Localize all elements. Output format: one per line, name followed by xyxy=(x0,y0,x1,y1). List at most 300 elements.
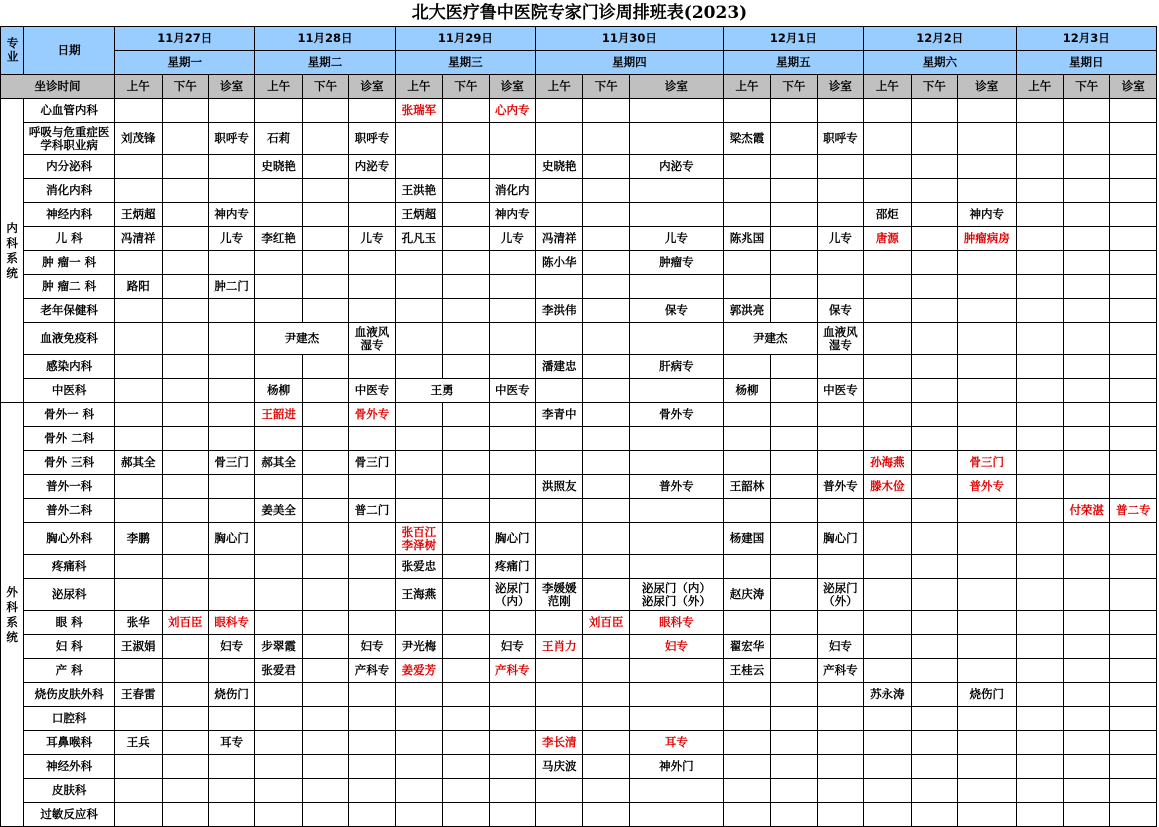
doctor-am-cell xyxy=(395,755,442,779)
doctor-pm-cell xyxy=(583,299,629,323)
doctor-am-cell: 张百江 李泽树 xyxy=(395,523,442,555)
doctor-am-cell xyxy=(864,755,911,779)
room-cell: 妇专 xyxy=(208,635,254,659)
room-cell xyxy=(1110,427,1157,451)
doctor-am-cell xyxy=(536,659,583,683)
doctor-pm-cell: 付荣湛 xyxy=(1063,499,1109,523)
doctor-am-cell: 陈小华 xyxy=(536,251,583,275)
time-slot-header: 下午 xyxy=(1063,75,1109,99)
doctor-am-cell xyxy=(864,99,911,123)
doctor-pm-cell xyxy=(771,355,817,379)
doctor-am-cell xyxy=(255,203,302,227)
room-cell xyxy=(629,179,723,203)
doctor-pm-cell xyxy=(771,611,817,635)
doctor-am-cell: 滕木俭 xyxy=(864,475,911,499)
doctor-pm-cell xyxy=(911,275,957,299)
doctor-am-cell xyxy=(864,251,911,275)
department-name: 泌尿科 xyxy=(24,579,115,611)
doctor-pm-cell xyxy=(162,451,208,475)
doctor-pm-cell xyxy=(771,251,817,275)
room-cell: 妇专 xyxy=(489,635,535,659)
room-cell xyxy=(489,123,535,155)
room-cell: 肿瘤专 xyxy=(629,251,723,275)
time-slot-header: 下午 xyxy=(771,75,817,99)
room-cell xyxy=(489,755,535,779)
room-cell xyxy=(208,427,254,451)
department-name: 血液免疫科 xyxy=(24,323,115,355)
room-cell xyxy=(629,427,723,451)
doctor-am-cell: 王海燕 xyxy=(395,579,442,611)
doctor-pm-cell xyxy=(1063,475,1109,499)
doctor-pm-cell xyxy=(583,707,629,731)
room-cell xyxy=(208,251,254,275)
department-name: 呼吸与危重症医学科职业病 xyxy=(24,123,115,155)
doctor-am-cell xyxy=(536,123,583,155)
doctor-am-cell: 史晓艳 xyxy=(536,155,583,179)
room-cell xyxy=(208,803,254,827)
doctor-pm-cell xyxy=(771,379,817,403)
room-cell: 神内专 xyxy=(208,203,254,227)
doctor-am-cell xyxy=(115,579,162,611)
room-cell xyxy=(957,427,1016,451)
doctor-am-cell xyxy=(864,379,911,403)
room-cell xyxy=(349,299,395,323)
doctor-am-cell xyxy=(255,275,302,299)
doctor-pm-cell xyxy=(302,683,348,707)
doctor-am-cell xyxy=(1016,635,1063,659)
department-name: 儿 科 xyxy=(24,227,115,251)
doctor-pm-cell xyxy=(771,99,817,123)
doctor-am-cell: 王兵 xyxy=(115,731,162,755)
room-cell: 职呼专 xyxy=(349,123,395,155)
room-cell: 内泌专 xyxy=(629,155,723,179)
doctor-am-cell xyxy=(395,683,442,707)
room-cell xyxy=(629,323,723,355)
doctor-am-cell xyxy=(1016,203,1063,227)
room-cell xyxy=(208,323,254,355)
room-cell xyxy=(208,155,254,179)
room-cell: 骨三门 xyxy=(349,451,395,475)
room-cell: 妇专 xyxy=(817,635,863,659)
doctor-am-cell xyxy=(864,155,911,179)
doctor-am-cell xyxy=(723,611,770,635)
room-cell: 胸心门 xyxy=(489,523,535,555)
room-cell xyxy=(1110,803,1157,827)
doctor-pm-cell xyxy=(302,659,348,683)
doctor-pm-cell xyxy=(583,635,629,659)
doctor-am-cell xyxy=(864,611,911,635)
doctor-am-cell: 王炳超 xyxy=(395,203,442,227)
room-cell: 肿瘤病房 xyxy=(957,227,1016,251)
doctor-am-cell: 王韶林 xyxy=(723,475,770,499)
doctor-pm-cell xyxy=(1063,803,1109,827)
room-cell xyxy=(349,355,395,379)
doctor-pm-cell xyxy=(771,683,817,707)
doctor-pm-cell xyxy=(771,779,817,803)
doctor-pm-cell xyxy=(583,355,629,379)
room-cell: 心内专 xyxy=(489,99,535,123)
doctor-am-cell xyxy=(395,355,442,379)
specialty-header: 专业 xyxy=(1,27,24,75)
doctor-pm-cell xyxy=(443,555,489,579)
day-date: 11月28日 xyxy=(255,27,395,51)
doctor-am-cell xyxy=(115,555,162,579)
department-name: 普外一科 xyxy=(24,475,115,499)
page-title: 北大医疗鲁中医院专家门诊周排班表(2023) xyxy=(411,3,748,23)
room-cell xyxy=(208,475,254,499)
time-slot-header: 下午 xyxy=(911,75,957,99)
room-cell: 骨外专 xyxy=(349,403,395,427)
doctor-am-cell xyxy=(255,555,302,579)
doctor-pm-cell xyxy=(911,403,957,427)
room-cell xyxy=(1110,123,1157,155)
doctor-am-cell xyxy=(723,355,770,379)
doctor-am-cell: 李媛媛 范刚 xyxy=(536,579,583,611)
room-cell xyxy=(817,731,863,755)
department-name: 神经外科 xyxy=(24,755,115,779)
doctor-pm-cell xyxy=(162,427,208,451)
doctor-pm-cell xyxy=(162,203,208,227)
room-cell xyxy=(629,499,723,523)
room-cell xyxy=(208,555,254,579)
doctor-pm-cell xyxy=(443,579,489,611)
doctor-am-cell xyxy=(536,683,583,707)
room-cell xyxy=(489,323,535,355)
room-cell xyxy=(817,499,863,523)
doctor-pm-cell xyxy=(771,227,817,251)
doctor-am-cell: 郝其全 xyxy=(115,451,162,475)
room-cell xyxy=(957,659,1016,683)
doctor-am-cell xyxy=(864,803,911,827)
doctor-pm-cell xyxy=(771,707,817,731)
department-name: 耳鼻喉科 xyxy=(24,731,115,755)
room-cell xyxy=(1110,379,1157,403)
doctor-pm-cell xyxy=(771,123,817,155)
doctor-pm-cell xyxy=(302,355,348,379)
room-cell xyxy=(957,355,1016,379)
time-slot-header: 上午 xyxy=(864,75,911,99)
time-slot-header: 诊室 xyxy=(208,75,254,99)
doctor-pm-cell xyxy=(1063,123,1109,155)
doctor-pm-cell xyxy=(583,323,629,355)
day-date: 12月2日 xyxy=(864,27,1016,51)
doctor-pm-cell xyxy=(1063,635,1109,659)
room-cell: 中医专 xyxy=(349,379,395,403)
doctor-pm-cell xyxy=(162,227,208,251)
room-cell: 耳专 xyxy=(208,731,254,755)
room-cell: 神内专 xyxy=(489,203,535,227)
room-cell: 儿专 xyxy=(208,227,254,251)
doctor-am-cell: 史晓艳 xyxy=(255,155,302,179)
doctor-pm-cell xyxy=(1063,355,1109,379)
doctor-am-cell xyxy=(115,155,162,179)
doctor-pm-cell xyxy=(911,355,957,379)
doctor-am-cell: 李红艳 xyxy=(255,227,302,251)
doctor-am-cell xyxy=(864,355,911,379)
doctor-am-cell: 步翠霞 xyxy=(255,635,302,659)
doctor-pm-cell xyxy=(162,123,208,155)
doctor-pm-cell xyxy=(1063,323,1109,355)
room-cell: 肿二门 xyxy=(208,275,254,299)
doctor-pm-cell xyxy=(302,403,348,427)
doctor-pm-cell xyxy=(1063,755,1109,779)
department-name: 眼 科 xyxy=(24,611,115,635)
room-cell xyxy=(349,203,395,227)
doctor-pm-cell xyxy=(443,683,489,707)
doctor-am-cell xyxy=(255,355,302,379)
room-cell xyxy=(1110,555,1157,579)
doctor-pm-cell xyxy=(771,475,817,499)
doctor-pm-cell xyxy=(162,523,208,555)
doctor-am-cell: 苏永涛 xyxy=(864,683,911,707)
doctor-pm-cell xyxy=(302,251,348,275)
doctor-am-cell xyxy=(723,499,770,523)
room-cell xyxy=(349,523,395,555)
doctor-pm-cell xyxy=(771,659,817,683)
doctor-pm-cell xyxy=(443,779,489,803)
time-slot-header: 诊室 xyxy=(817,75,863,99)
room-cell xyxy=(957,803,1016,827)
doctor-am-cell xyxy=(115,403,162,427)
doctor-am-cell xyxy=(395,779,442,803)
room-cell xyxy=(629,555,723,579)
doctor-pm-cell xyxy=(1063,555,1109,579)
doctor-pm-cell xyxy=(583,555,629,579)
doctor-pm-cell xyxy=(162,155,208,179)
room-cell xyxy=(817,555,863,579)
doctor-am-cell xyxy=(723,555,770,579)
doctor-pm-cell xyxy=(443,707,489,731)
doctor-am-cell: 张华 xyxy=(115,611,162,635)
doctor-pm-cell xyxy=(583,499,629,523)
room-cell xyxy=(489,707,535,731)
room-cell xyxy=(489,451,535,475)
department-name: 口腔科 xyxy=(24,707,115,731)
doctor-am-cell xyxy=(536,179,583,203)
department-name: 神经内科 xyxy=(24,203,115,227)
doctor-pm-cell xyxy=(302,611,348,635)
doctor-am-cell xyxy=(864,323,911,355)
doctor-am-cell: 王韶进 xyxy=(255,403,302,427)
room-cell xyxy=(349,803,395,827)
room-cell xyxy=(957,99,1016,123)
doctor-pm-cell xyxy=(583,523,629,555)
doctor-am-cell xyxy=(864,731,911,755)
doctor-am-cell xyxy=(536,427,583,451)
doctor-pm-cell xyxy=(443,227,489,251)
doctor-am-cell xyxy=(723,683,770,707)
department-name: 内分泌科 xyxy=(24,155,115,179)
department-name: 肿 瘤一 科 xyxy=(24,251,115,275)
doctor-am-cell xyxy=(723,179,770,203)
room-cell xyxy=(817,275,863,299)
room-cell xyxy=(629,707,723,731)
doctor-pm-cell xyxy=(162,99,208,123)
doctor-am-cell xyxy=(723,275,770,299)
doctor-am-cell xyxy=(723,403,770,427)
room-cell xyxy=(208,779,254,803)
doctor-am-cell xyxy=(536,275,583,299)
doctor-am-cell xyxy=(255,299,302,323)
doctor-am-cell xyxy=(115,355,162,379)
doctor-am-cell xyxy=(255,99,302,123)
doctor-pm-cell xyxy=(443,427,489,451)
room-cell xyxy=(629,683,723,707)
day-date: 11月29日 xyxy=(395,27,535,51)
doctor-am-cell xyxy=(255,683,302,707)
doctor-pm-cell xyxy=(911,755,957,779)
doctor-pm-cell xyxy=(443,123,489,155)
room-cell xyxy=(1110,99,1157,123)
doctor-am-cell: 洪照友 xyxy=(536,475,583,499)
room-cell xyxy=(489,731,535,755)
room-cell xyxy=(1110,779,1157,803)
room-cell: 泌尿门（内） xyxy=(489,579,535,611)
doctor-am-cell xyxy=(395,427,442,451)
doctor-pm-cell xyxy=(583,155,629,179)
doctor-am-cell xyxy=(115,99,162,123)
room-cell xyxy=(208,707,254,731)
doctor-am-cell xyxy=(536,555,583,579)
doctor-am-cell xyxy=(395,299,442,323)
doctor-am-cell xyxy=(115,323,162,355)
doctor-pm-cell xyxy=(911,683,957,707)
room-cell: 普外专 xyxy=(817,475,863,499)
doctor-pm-cell xyxy=(162,683,208,707)
doctor-am-cell xyxy=(115,427,162,451)
doctor-am-cell: 李长清 xyxy=(536,731,583,755)
doctor-pm-cell xyxy=(911,803,957,827)
doctor-pm-cell xyxy=(302,731,348,755)
room-cell xyxy=(349,779,395,803)
doctor-am-cell xyxy=(864,523,911,555)
doctor-pm-cell xyxy=(302,707,348,731)
room-cell xyxy=(208,579,254,611)
room-cell xyxy=(349,179,395,203)
doctor-pm-cell xyxy=(1063,403,1109,427)
doctor-pm-cell xyxy=(771,427,817,451)
doctor-pm-cell xyxy=(583,427,629,451)
day-date: 12月3日 xyxy=(1016,27,1156,51)
doctor-am-cell xyxy=(864,299,911,323)
doctor-pm-cell xyxy=(302,123,348,155)
room-cell: 泌尿门（外） xyxy=(817,579,863,611)
doctor-am-cell xyxy=(255,523,302,555)
doctor-pm-cell xyxy=(443,299,489,323)
doctor-am-cell xyxy=(1016,523,1063,555)
doctor-pm-cell xyxy=(162,731,208,755)
room-cell: 烧伤门 xyxy=(957,683,1016,707)
room-cell: 产科专 xyxy=(489,659,535,683)
doctor-am-cell: 孙海燕 xyxy=(864,451,911,475)
room-cell: 肝病专 xyxy=(629,355,723,379)
doctor-pm-cell xyxy=(583,179,629,203)
doctor-pm-cell xyxy=(443,251,489,275)
doctor-pm-cell xyxy=(771,635,817,659)
room-cell xyxy=(208,299,254,323)
doctor-am-cell xyxy=(395,475,442,499)
doctor-am-cell xyxy=(723,99,770,123)
doctor-am-cell xyxy=(395,123,442,155)
room-cell xyxy=(349,707,395,731)
doctor-pm-cell xyxy=(302,579,348,611)
doctor-pm-cell xyxy=(443,731,489,755)
room-cell xyxy=(817,755,863,779)
time-slot-header: 下午 xyxy=(162,75,208,99)
doctor-am-cell: 梁杰霞 xyxy=(723,123,770,155)
doctor-pm-cell xyxy=(771,755,817,779)
room-cell xyxy=(629,523,723,555)
room-cell: 妇专 xyxy=(349,635,395,659)
doctor-pm-cell xyxy=(771,451,817,475)
room-cell xyxy=(817,611,863,635)
doctor-pm-cell xyxy=(771,403,817,427)
doctor-am-cell xyxy=(723,203,770,227)
doctor-pm-cell xyxy=(443,403,489,427)
doctor-pm-cell xyxy=(302,155,348,179)
doctor-am-cell: 王春雷 xyxy=(115,683,162,707)
room-cell xyxy=(957,275,1016,299)
doctor-pm-cell xyxy=(162,803,208,827)
room-cell xyxy=(957,555,1016,579)
room-cell: 眼科专 xyxy=(629,611,723,635)
room-cell xyxy=(349,475,395,499)
room-cell: 普外专 xyxy=(629,475,723,499)
doctor-pm-cell xyxy=(771,523,817,555)
room-cell: 骨三门 xyxy=(208,451,254,475)
room-cell xyxy=(208,379,254,403)
doctor-pm-cell xyxy=(1063,227,1109,251)
doctor-am-cell: 王炳超 xyxy=(115,203,162,227)
doctor-am-cell xyxy=(723,731,770,755)
doctor-pm-cell xyxy=(302,379,348,403)
doctor-am-cell xyxy=(255,731,302,755)
room-cell: 儿专 xyxy=(489,227,535,251)
doctor-am-cell: 王洪艳 xyxy=(395,179,442,203)
room-cell: 中医专 xyxy=(817,379,863,403)
doctor-am-cell xyxy=(395,451,442,475)
doctor-am-cell xyxy=(536,99,583,123)
room-cell: 儿专 xyxy=(629,227,723,251)
day-date: 12月1日 xyxy=(723,27,863,51)
doctor-pm-cell xyxy=(911,555,957,579)
time-slot-header: 上午 xyxy=(115,75,162,99)
doctor-am-cell: 冯清祥 xyxy=(536,227,583,251)
room-cell xyxy=(208,403,254,427)
doctor-am-cell xyxy=(1016,251,1063,275)
doctor-am-cell xyxy=(536,779,583,803)
doctor-pm-cell xyxy=(443,755,489,779)
doctor-am-cell: 孔凡玉 xyxy=(395,227,442,251)
doctor-am-cell xyxy=(255,611,302,635)
doctor-am-cell xyxy=(723,755,770,779)
room-cell xyxy=(489,611,535,635)
time-slot-header: 诊室 xyxy=(349,75,395,99)
doctor-pm-cell xyxy=(302,475,348,499)
doctor-cell: 尹建杰 xyxy=(255,323,349,355)
time-slot-header: 上午 xyxy=(723,75,770,99)
department-name: 皮肤科 xyxy=(24,779,115,803)
room-cell: 胸心门 xyxy=(817,523,863,555)
system-label: 外科系统 xyxy=(1,403,24,827)
room-cell xyxy=(957,123,1016,155)
doctor-pm-cell xyxy=(583,683,629,707)
doctor-pm-cell: 刘百臣 xyxy=(583,611,629,635)
doctor-am-cell xyxy=(536,323,583,355)
department-name: 肿 瘤二 科 xyxy=(24,275,115,299)
doctor-pm-cell xyxy=(771,579,817,611)
room-cell xyxy=(208,659,254,683)
